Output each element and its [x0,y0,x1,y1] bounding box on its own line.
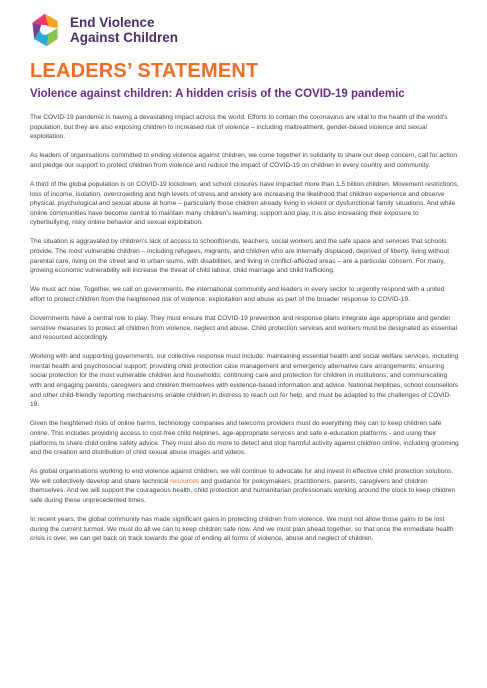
paragraph: The situation is aggravated by children’s lack of access to schoolfriends, teachers, social workers and the safe space and services that schools provide. The most vulnerable children – including refugees, migrants, and children who are internally displaced, deprived of liberty, living without parental care, living on the street and in urban slums, with disabilities, and living in conflict-affected areas – are a particular concern. For many, growing economic vulnerability will increase the threat of child labour, child marriage and child trafficking. [30,238,450,275]
brand-logo [27,12,178,48]
paragraph: We must act now. Together, we call on governments, the international community and leaders in every sector to urgently respond with a united effort to protect children from the heightened risk of violence, exploitation and abuse as part of the broader response to COVID-19. [30,286,445,303]
paragraph-with-link [30,467,460,505]
resources-link[interactable]: resources [170,477,200,485]
brand-logo-icon [27,12,63,48]
paragraph: A third of the global population is on COVID-19 lockdown, and school closures have impacted more than 1.5 billion children. Movement restrictions, loss of income, isolation, overcrowding and high levels of stress and anxiety are increasing the likelihood that children experience and observe physical, psychological and sexual abuse at home – particularly those children already living in violent or dysfunctional family situations. And while online communities have become central to maintain many children’s learning, support and play, it is also increasing their exposure to cyberbullying, risky online behavior and sexual exploitation. [30,180,459,227]
paragraph: In recent years, the global community has made significant gains in protecting children from violence. We must not allow those gains to be lost during the current turmoil. We must do all we can to keep children safe now. And we must plan ahead together, so that once the immediate health crisis is over, we can get back on track towards the goal of ending all forms of violence, abuse and neglect of children. [30,516,454,543]
page-subtitle: Violence against children: A hidden crisis of the COVID-19 pandemic [30,88,405,100]
paragraph-text: and guidance for policymakers, practitioners, parents, caregivers and children themselves. And we will support the courageous health, child protection and humanitarian professionals working around the clock to keep children safe during these unprecedented times. [30,477,456,504]
paragraph: Working with and supporting governments, our collective response must include: maintaining essential health and social welfare services, including mental health and psychosocial support; providing child protection case management and emergency alternative care arrangements; ensuring social protection for the most vulnerable children and households; continuing care and protection for children in institutions; and communicating with and engaging parents, caregivers and children themselves with evidence-based information and advice. National helplines, school counsellors and other child-friendly reporting mechanisms enable children in distress to reach out for help, and must be adapted to the challenges of COVID-19. [30,353,459,409]
statement-body [30,113,460,553]
brand-line-2: Against Children [70,30,179,45]
paragraph-text: As global organisations working to end violence against children, we will continue to advocate for and invest in effective child protection solutions. We will collectively develop and share technical [30,468,454,485]
page-title: LEADERS’ STATEMENT [30,60,259,82]
brand-line-1: End Violence [70,15,155,30]
brand-name [70,15,178,45]
paragraph: As leaders of organisations committed to ending violence against children, we come together in solidarity to share our deep concern, call for action and pledge our support to protect children from violence and reduce the impact of COVID-19 on children in every country and community. [30,152,457,169]
paragraph: The COVID-19 pandemic is having a devastating impact across the world. Efforts to contain the coronavirus are vital to the health of the world’s population, but they are also exposing children to increased risk of violence – including maltreatment, gender-based violence and sexual exploitation. [30,114,448,141]
paragraph: Governments have a central role to play. They must ensure that COVID-19 prevention and response plans integrate age appropriate and gender sensitive measures to protect all children from violence, neglect and abuse. Child protection services and workers must be designated as essential and resourced accordingly. [30,315,457,342]
paragraph: Given the heightened risks of online harms, technology companies and telecoms providers must do everything they can to keep children safe online. This includes providing access to cost-free child helplines, age-appropriate services and safe e-education platforms - and using their platforms to share child online safety advice. They must also do more to detect and stop harmful activity against children online, including grooming and the creation and distribution of child sexual abuse images and videos. [30,420,459,457]
